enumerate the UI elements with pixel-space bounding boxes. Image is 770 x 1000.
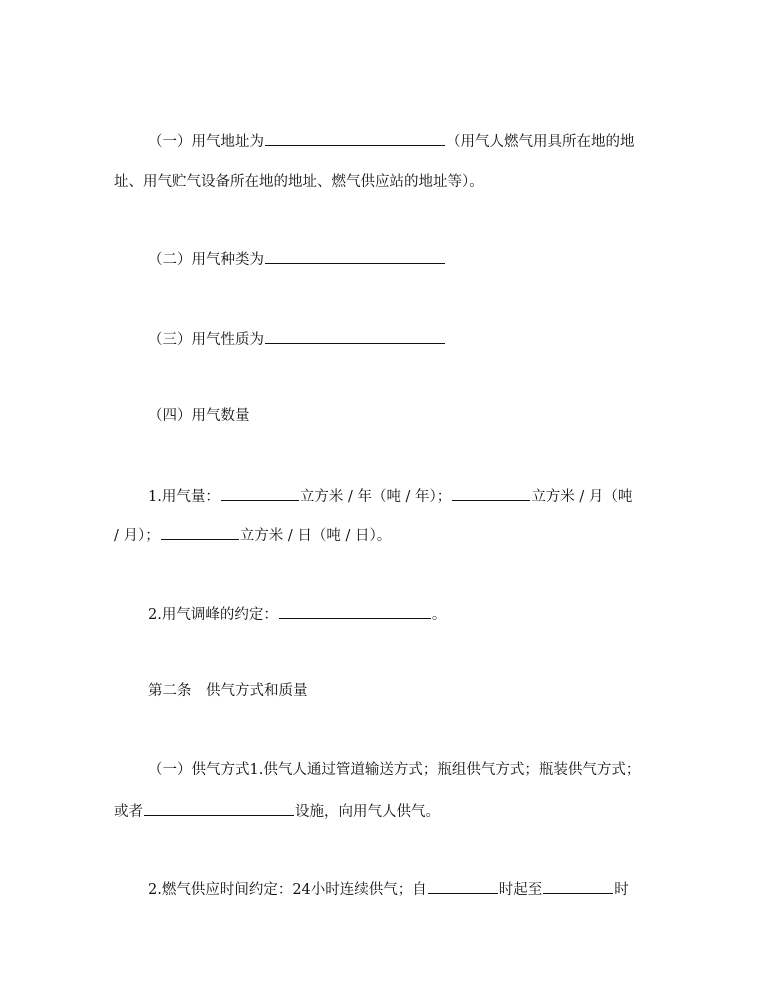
start-hour-blank[interactable] bbox=[428, 878, 498, 894]
monthly-volume-blank[interactable] bbox=[452, 485, 530, 501]
item4-heading-text: （四）用气数量 bbox=[148, 408, 250, 424]
item3-line bbox=[148, 328, 446, 350]
item1-suffix: （用气人燃气用具所在地的地 bbox=[446, 134, 635, 150]
time-from-suffix: 时起至 bbox=[498, 882, 543, 898]
supply-or-label: 或者 bbox=[114, 804, 143, 820]
item1-line1 bbox=[148, 130, 635, 152]
per-month-unit-a: 立方米 / 月（吨 bbox=[531, 489, 633, 505]
peak-end: 。 bbox=[431, 607, 447, 623]
gas-type-blank[interactable] bbox=[265, 248, 445, 264]
article2-heading-text: 第二条 供气方式和质量 bbox=[148, 683, 308, 699]
supply-facility-text: 设施，向用气人供气。 bbox=[295, 804, 440, 820]
item1-prefix: （一）用气地址为 bbox=[148, 134, 264, 150]
item1-line2 bbox=[114, 172, 484, 192]
supply-line2 bbox=[114, 800, 440, 822]
yearly-volume-blank[interactable] bbox=[221, 485, 299, 501]
time-to-suffix: 时 bbox=[614, 882, 629, 898]
peak-line bbox=[148, 603, 446, 625]
item2-line bbox=[148, 248, 446, 270]
supply-line1 bbox=[148, 760, 640, 780]
volume-label: 1.用气量： bbox=[148, 489, 220, 505]
end-hour-blank[interactable] bbox=[543, 878, 613, 894]
item2-prefix: （二）用气种类为 bbox=[148, 252, 264, 268]
peak-label: 2.用气调峰的约定： bbox=[148, 607, 278, 623]
item1-continuation: 址、用气贮气设备所在地的地址、燃气供应站的地址等）。 bbox=[114, 174, 484, 190]
volume-line1 bbox=[148, 485, 632, 507]
item4-heading bbox=[148, 406, 250, 426]
gas-nature-blank[interactable] bbox=[265, 328, 445, 344]
gas-address-blank[interactable] bbox=[265, 130, 445, 146]
volume-line2 bbox=[114, 524, 391, 546]
supply-methods-text: （一）供气方式1.供气人通过管道输送方式；瓶组供气方式；瓶装供气方式； bbox=[148, 762, 641, 778]
daily-volume-blank[interactable] bbox=[161, 524, 239, 540]
facility-blank[interactable] bbox=[144, 800, 294, 816]
per-year-unit: 立方米 / 年（吨 / 年）； bbox=[299, 489, 452, 505]
time-label: 2.燃气供应时间约定：24小时连续供气；自 bbox=[148, 882, 427, 898]
time-line bbox=[148, 878, 629, 900]
article2-heading bbox=[148, 681, 308, 701]
per-month-unit-b: / 月）； bbox=[114, 528, 160, 544]
per-day-unit: 立方米 / 日（吨 / 日）。 bbox=[239, 528, 392, 544]
item3-prefix: （三）用气性质为 bbox=[148, 332, 264, 348]
peak-agreement-blank[interactable] bbox=[279, 603, 431, 619]
